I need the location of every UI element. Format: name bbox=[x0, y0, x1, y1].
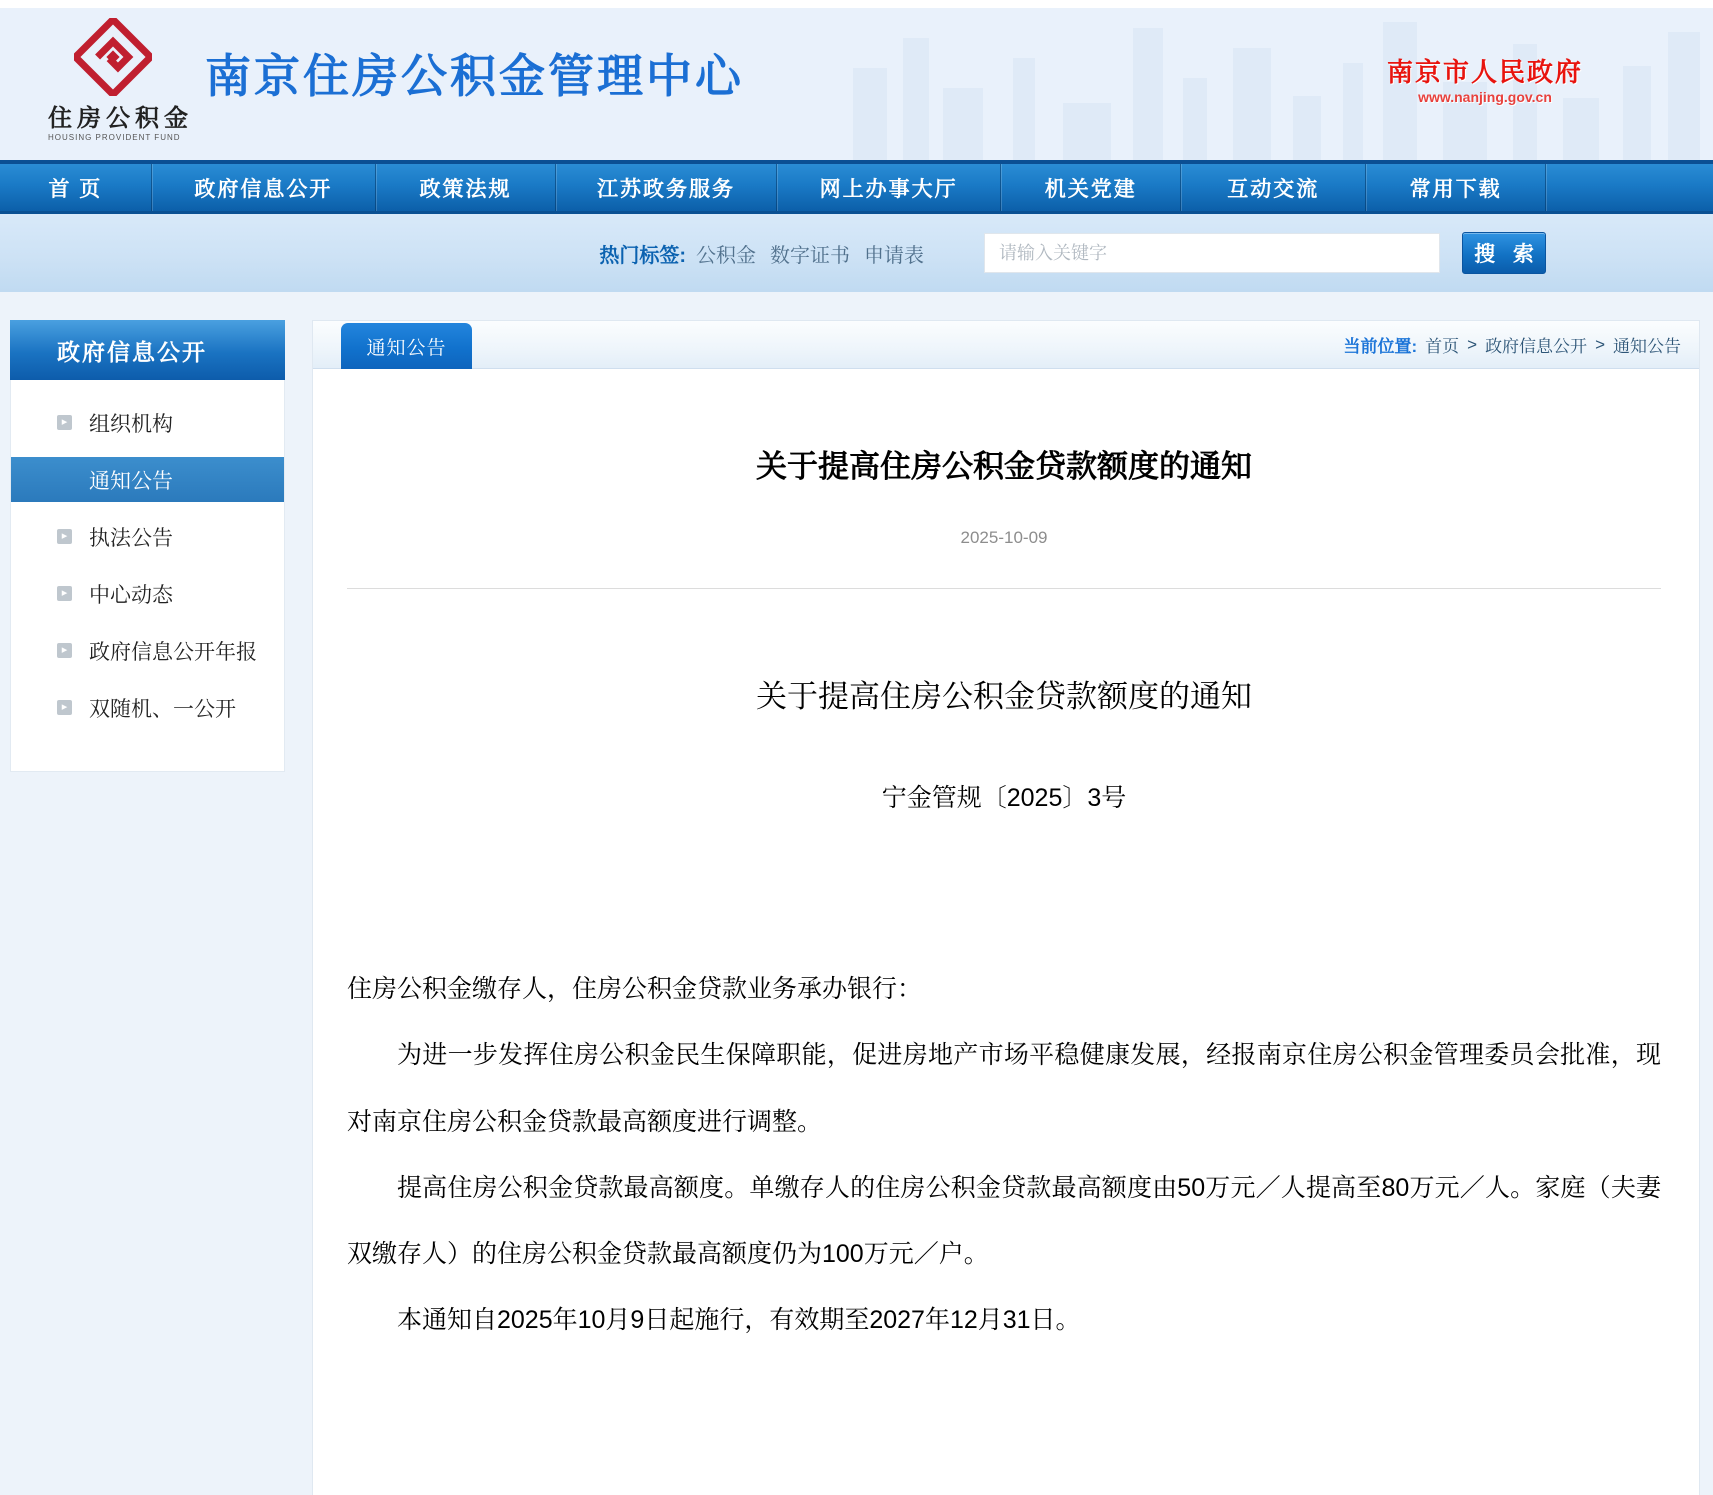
article-divider bbox=[347, 588, 1661, 589]
arrow-square-icon: ▸ bbox=[57, 643, 72, 658]
arrow-square-icon: ▸ bbox=[57, 586, 72, 601]
nav-item-downloads[interactable]: 常用下载 bbox=[1365, 164, 1545, 211]
main-panel bbox=[312, 320, 1700, 1495]
sidebar-item-organization[interactable] bbox=[11, 394, 284, 451]
breadcrumb-separator: > bbox=[1595, 334, 1605, 354]
article-title: 关于提高住房公积金贷款额度的通知 bbox=[756, 449, 1252, 484]
document-number: 宁金管规〔2025〕3号 bbox=[881, 784, 1127, 812]
paragraph-purpose: 为进一步发挥住房公积金民生保障职能，促进房地产市场平稳健康发展，经报南京住房公积金管理委员会批准，现对南京住房公积金贷款最高额度进行调整。 bbox=[347, 1041, 1661, 1136]
sidebar-item-enforcement-notices[interactable] bbox=[11, 508, 284, 565]
sidebar-title: 政府信息公开 bbox=[10, 320, 285, 380]
sidebar-item-notices[interactable] bbox=[11, 457, 284, 502]
search-bar-row bbox=[0, 214, 1713, 292]
breadcrumb-notices[interactable]: 通知公告 bbox=[1613, 337, 1681, 356]
sidebar-item-label: 双随机、一公开 bbox=[89, 697, 236, 721]
sidebar-item-label: 组织机构 bbox=[89, 412, 173, 436]
breadcrumb-gov-info[interactable]: 政府信息公开 bbox=[1485, 337, 1588, 356]
search-input[interactable] bbox=[984, 233, 1440, 273]
sidebar bbox=[10, 320, 285, 772]
article-subtitle: 关于提高住房公积金贷款额度的通知 bbox=[756, 679, 1252, 714]
nav-item-online-hall[interactable]: 网上办事大厅 bbox=[776, 164, 1000, 211]
hot-tags-label: 热门标签: bbox=[599, 244, 686, 267]
gov-portal-url: www.nanjing.gov.cn bbox=[1418, 89, 1552, 105]
paragraph-salutation: 住房公积金缴存人，住房公积金贷款业务承办银行： bbox=[347, 975, 923, 1003]
breadcrumb-separator: > bbox=[1467, 334, 1478, 354]
hot-tag-application-form[interactable]: 申请表 bbox=[864, 244, 924, 267]
page-header bbox=[0, 0, 1713, 160]
tab-notices[interactable]: 通知公告 bbox=[341, 323, 472, 369]
paragraph-effective-date: 本通知自2025年10月9日起施行，有效期至2027年12月31日。 bbox=[397, 1306, 1081, 1335]
search-button[interactable]: 搜 索 bbox=[1462, 232, 1546, 274]
nav-item-party-building[interactable]: 机关党建 bbox=[1000, 164, 1180, 211]
sidebar-item-label: 通知公告 bbox=[89, 469, 173, 493]
nav-item-policies[interactable]: 政策法规 bbox=[375, 164, 555, 211]
breadcrumb bbox=[1343, 332, 1681, 357]
nav-item-jiangsu-services[interactable]: 江苏政务服务 bbox=[555, 164, 776, 211]
provident-fund-emblem-icon bbox=[74, 18, 152, 96]
logo-subtitle: HOUSING PROVIDENT FUND bbox=[48, 133, 181, 142]
nav-item-gov-info[interactable]: 政府信息公开 bbox=[151, 164, 375, 211]
content-area bbox=[0, 292, 1713, 1495]
breadcrumb-label: 当前位置: bbox=[1343, 337, 1418, 356]
nav-item-home[interactable]: 首 页 bbox=[48, 177, 103, 201]
logo-text: 住房公积金 bbox=[48, 105, 193, 132]
sidebar-menu bbox=[10, 380, 285, 772]
sidebar-item-label: 政府信息公开年报 bbox=[89, 640, 257, 664]
article-body bbox=[347, 956, 1661, 1354]
nav-item-interaction[interactable]: 互动交流 bbox=[1180, 164, 1365, 211]
arrow-square-icon: ▸ bbox=[57, 529, 72, 544]
hot-tag-digital-cert[interactable]: 数字证书 bbox=[770, 244, 850, 267]
gov-portal-link[interactable] bbox=[1387, 52, 1583, 105]
sidebar-item-center-news[interactable] bbox=[11, 565, 284, 622]
site-logo[interactable] bbox=[48, 18, 193, 142]
paragraph-loan-limits: 提高住房公积金贷款最高额度。单缴存人的住房公积金贷款最高额度由50万元／人提高至80万元／人。家庭（夫妻双缴存人）的住房公积金贷款最高额度仍为100万元／户。 bbox=[347, 1173, 1661, 1268]
main-navigation bbox=[0, 160, 1713, 214]
panel-header-strip bbox=[313, 321, 1699, 369]
nav-filler bbox=[1545, 164, 1713, 211]
breadcrumb-home[interactable]: 首页 bbox=[1425, 337, 1460, 356]
hot-tag-gongjijin[interactable]: 公积金 bbox=[696, 244, 756, 267]
sidebar-item-label: 执法公告 bbox=[89, 526, 173, 550]
sidebar-item-label: 中心动态 bbox=[89, 583, 173, 607]
gov-portal-title: 南京市人民政府 bbox=[1386, 57, 1583, 87]
hot-tags bbox=[696, 239, 924, 268]
article-date: 2025-10-09 bbox=[960, 528, 1048, 547]
arrow-square-icon: ▸ bbox=[57, 700, 72, 715]
arrow-square-icon: ▸ bbox=[57, 415, 72, 430]
site-title: 南京住房公积金管理中心 bbox=[205, 50, 744, 102]
sidebar-item-double-random[interactable] bbox=[11, 679, 284, 736]
sidebar-item-annual-report[interactable] bbox=[11, 622, 284, 679]
article bbox=[313, 441, 1699, 1414]
